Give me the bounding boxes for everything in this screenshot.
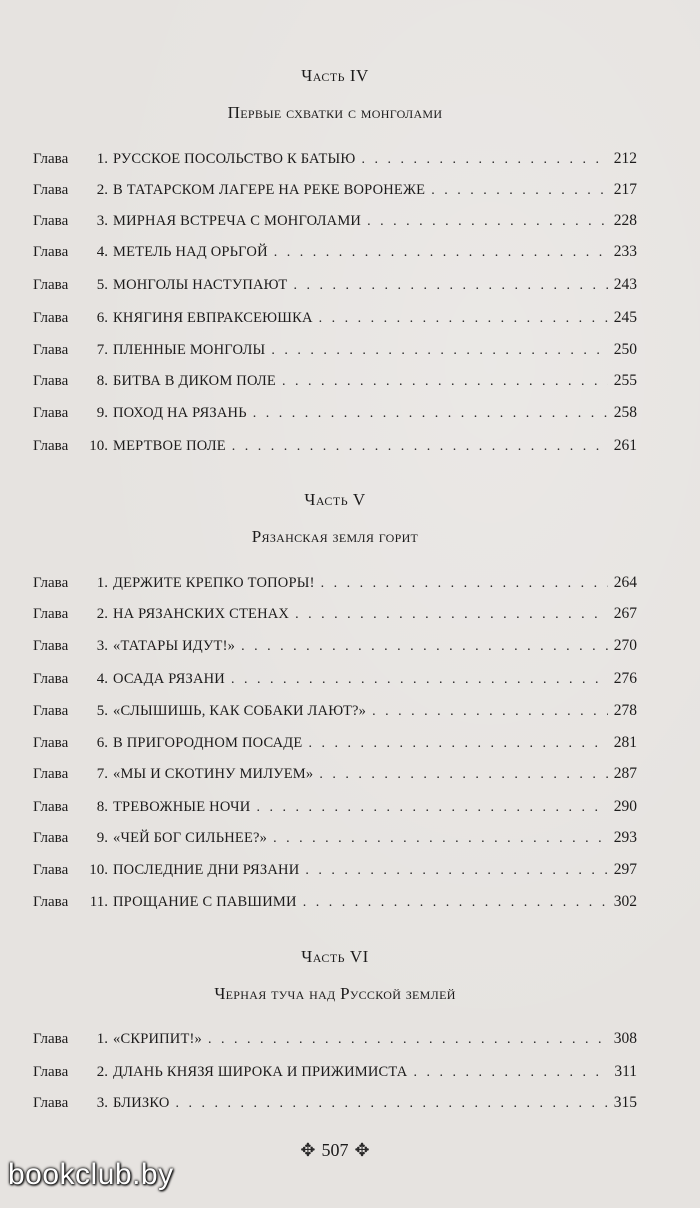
chapter-title: МОНГОЛЫ НАСТУПАЮТ	[113, 277, 288, 293]
dot-leader	[308, 736, 607, 752]
chapter-number: 9.	[96, 830, 108, 846]
toc-row	[33, 372, 637, 396]
chapter-label: Глава	[33, 1031, 69, 1047]
chapter-number: 11.	[89, 894, 108, 910]
toc-row	[33, 1063, 637, 1087]
toc-row	[33, 1094, 637, 1118]
dot-leader	[303, 895, 608, 911]
dot-leader	[413, 1065, 608, 1081]
chapter-page: 278	[613, 702, 637, 719]
dot-leader	[372, 704, 608, 720]
chapter-title: МЕРТВОЕ ПОЛЕ	[113, 438, 226, 454]
chapter-number: 6.	[96, 310, 108, 326]
toc-row	[33, 893, 637, 917]
dot-leader	[361, 152, 607, 168]
chapter-page: 255	[613, 372, 637, 389]
chapter-page: 212	[613, 150, 637, 167]
chapter-title: БИТВА В ДИКОМ ПОЛЕ	[113, 373, 276, 389]
toc-row	[33, 670, 637, 694]
part-4-title: Часть IV	[301, 66, 369, 85]
dot-leader	[253, 406, 608, 422]
part-6-title: Часть VI	[301, 947, 369, 966]
dot-leader	[274, 245, 608, 261]
toc-row	[33, 212, 637, 236]
dot-leader	[282, 374, 608, 390]
chapter-label: Глава	[33, 213, 69, 229]
chapter-label: Глава	[33, 1064, 69, 1080]
chapter-page: 261	[613, 437, 637, 454]
chapter-page: 243	[613, 276, 637, 293]
chapter-label: Глава	[33, 182, 69, 198]
chapter-number: 4.	[96, 244, 108, 260]
chapter-number: 1.	[96, 575, 108, 591]
chapter-label: Глава	[33, 342, 69, 358]
toc-row	[33, 404, 637, 428]
chapter-number: 2.	[96, 182, 108, 198]
dot-leader	[232, 439, 608, 455]
chapter-number: 8.	[96, 799, 108, 815]
toc-row	[33, 861, 637, 885]
toc-row	[33, 150, 637, 174]
dot-leader	[256, 800, 607, 816]
toc-row	[33, 341, 637, 365]
toc-row	[33, 734, 637, 758]
chapter-title: МИРНАЯ ВСТРЕЧА С МОНГОЛАМИ	[113, 213, 362, 229]
chapter-number: 3.	[96, 1095, 108, 1111]
part-6-subtitle: Черная туча над Русской землей	[214, 984, 456, 1003]
part-5-title: Часть V	[304, 490, 366, 509]
chapter-page: 290	[613, 798, 637, 815]
chapter-number: 10.	[89, 438, 108, 454]
dot-leader	[295, 607, 608, 623]
chapter-label: Глава	[33, 606, 69, 622]
toc-row	[33, 798, 637, 822]
toc-row	[33, 243, 637, 267]
chapter-title: ПЛЕННЫЕ МОНГОЛЫ	[113, 342, 266, 358]
chapter-title: «СЛЫШИШЬ, КАК СОБАКИ ЛАЮТ?»	[113, 703, 367, 719]
dot-leader	[319, 311, 608, 327]
chapter-label: Глава	[33, 1095, 69, 1111]
chapter-label: Глава	[33, 575, 69, 591]
chapter-title: «ТАТАРЫ ИДУТ!»	[113, 638, 236, 654]
toc-row	[33, 437, 637, 461]
chapter-label: Глава	[33, 438, 69, 454]
chapter-label: Глава	[33, 671, 69, 687]
chapter-title: ОСАДА РЯЗАНИ	[113, 671, 225, 687]
chapter-title: БЛИЗКО	[113, 1095, 170, 1111]
chapter-number: 3.	[96, 638, 108, 654]
chapter-label: Глава	[33, 862, 69, 878]
chapter-page: 258	[613, 404, 637, 421]
chapter-number: 5.	[96, 277, 108, 293]
dot-leader	[208, 1032, 608, 1048]
chapter-page: 267	[613, 605, 637, 622]
ornament-right-icon: ✥	[354, 1140, 370, 1160]
chapter-number: 7.	[96, 766, 108, 782]
chapter-title: «СКРИПИТ!»	[113, 1031, 203, 1047]
dot-leader	[321, 576, 608, 592]
chapter-title: «МЫ И СКОТИНУ МИЛУЕМ»	[113, 766, 314, 782]
dot-leader	[241, 639, 608, 655]
chapter-page: 264	[613, 574, 637, 591]
chapter-label: Глава	[33, 277, 69, 293]
dot-leader	[319, 767, 607, 783]
chapter-page: 293	[613, 829, 637, 846]
part-5-subtitle: Рязанская земля горит	[251, 527, 419, 546]
chapter-page: 228	[613, 212, 637, 229]
toc-row	[33, 637, 637, 661]
chapter-title: ДЛАНЬ КНЯЗЯ ШИРОКА И ПРИЖИМИСТА	[113, 1064, 408, 1080]
chapter-page: 250	[613, 341, 637, 358]
chapter-page: 287	[613, 765, 637, 782]
part-4-subtitle: Первые схватки с монголами	[227, 103, 443, 122]
chapter-label: Глава	[33, 735, 69, 751]
chapter-page: 308	[613, 1030, 637, 1047]
dot-leader	[367, 214, 608, 230]
chapter-page: 217	[613, 181, 637, 198]
dot-leader	[176, 1096, 608, 1112]
watermark: bookclub.by	[8, 1158, 174, 1191]
chapter-page: 297	[613, 861, 637, 878]
dot-leader	[305, 863, 607, 879]
chapter-title: ТРЕВОЖНЫЕ НОЧИ	[113, 799, 251, 815]
toc-row	[33, 276, 637, 300]
toc-row	[33, 765, 637, 789]
chapter-title: ПОХОД НА РЯЗАНЬ	[113, 405, 247, 421]
chapter-page: 245	[613, 309, 637, 326]
chapter-page: 311	[614, 1063, 637, 1080]
dot-leader	[273, 831, 608, 847]
chapter-number: 5.	[96, 703, 108, 719]
chapter-number: 3.	[96, 213, 108, 229]
toc-row	[33, 605, 637, 629]
chapter-number: 2.	[96, 606, 108, 622]
chapter-number: 1.	[96, 1031, 108, 1047]
chapter-title: ПОСЛЕДНИЕ ДНИ РЯЗАНИ	[113, 862, 300, 878]
dot-leader	[271, 343, 607, 359]
dot-leader	[431, 183, 608, 199]
chapter-number: 7.	[96, 342, 108, 358]
ornament-left-icon: ✥	[300, 1140, 316, 1160]
chapter-title: НА РЯЗАНСКИХ СТЕНАХ	[113, 606, 290, 622]
chapter-page: 276	[613, 670, 637, 687]
chapter-page: 233	[613, 243, 637, 260]
chapter-label: Глава	[33, 799, 69, 815]
chapter-number: 6.	[96, 735, 108, 751]
chapter-number: 2.	[96, 1064, 108, 1080]
chapter-label: Глава	[33, 151, 69, 167]
chapter-number: 1.	[96, 151, 108, 167]
chapter-label: Глава	[33, 638, 69, 654]
chapter-title: МЕТЕЛЬ НАД ОРЬГОЙ	[113, 244, 268, 260]
chapter-page: 302	[613, 893, 637, 910]
toc-row	[33, 702, 637, 726]
page-number-text: 507	[321, 1140, 349, 1160]
chapter-label: Глава	[33, 766, 69, 782]
chapter-title: РУССКОЕ ПОСОЛЬСТВО К БАТЫЮ	[113, 151, 356, 167]
chapter-title: В ТАТАРСКОМ ЛАГЕРЕ НА РЕКЕ ВОРОНЕЖЕ	[113, 182, 426, 198]
chapter-label: Глава	[33, 373, 69, 389]
toc-row	[33, 829, 637, 853]
chapter-label: Глава	[33, 894, 69, 910]
chapter-label: Глава	[33, 405, 69, 421]
chapter-number: 9.	[96, 405, 108, 421]
chapter-label: Глава	[33, 830, 69, 846]
chapter-page: 315	[613, 1094, 637, 1111]
toc-row	[33, 309, 637, 333]
chapter-title: КНЯГИНЯ ЕВПРАКСЕЮШКА	[113, 310, 313, 326]
toc-row	[33, 181, 637, 205]
dot-leader	[231, 672, 608, 688]
dot-leader	[293, 278, 607, 294]
chapter-label: Глава	[33, 310, 69, 326]
chapter-page: 281	[613, 734, 637, 751]
chapter-page: 270	[613, 637, 637, 654]
chapter-label: Глава	[33, 703, 69, 719]
chapter-title: ПРОЩАНИЕ С ПАВШИМИ	[113, 894, 297, 910]
chapter-number: 4.	[96, 671, 108, 687]
toc-row	[33, 1030, 637, 1054]
chapter-label: Глава	[33, 244, 69, 260]
chapter-title: «ЧЕЙ БОГ СИЛЬНЕЕ?»	[113, 830, 268, 846]
chapter-number: 8.	[96, 373, 108, 389]
chapter-title: В ПРИГОРОДНОМ ПОСАДЕ	[113, 735, 303, 751]
chapter-title: ДЕРЖИТЕ КРЕПКО ТОПОРЫ!	[113, 575, 315, 591]
chapter-number: 10.	[89, 862, 108, 878]
toc-row	[33, 574, 637, 598]
